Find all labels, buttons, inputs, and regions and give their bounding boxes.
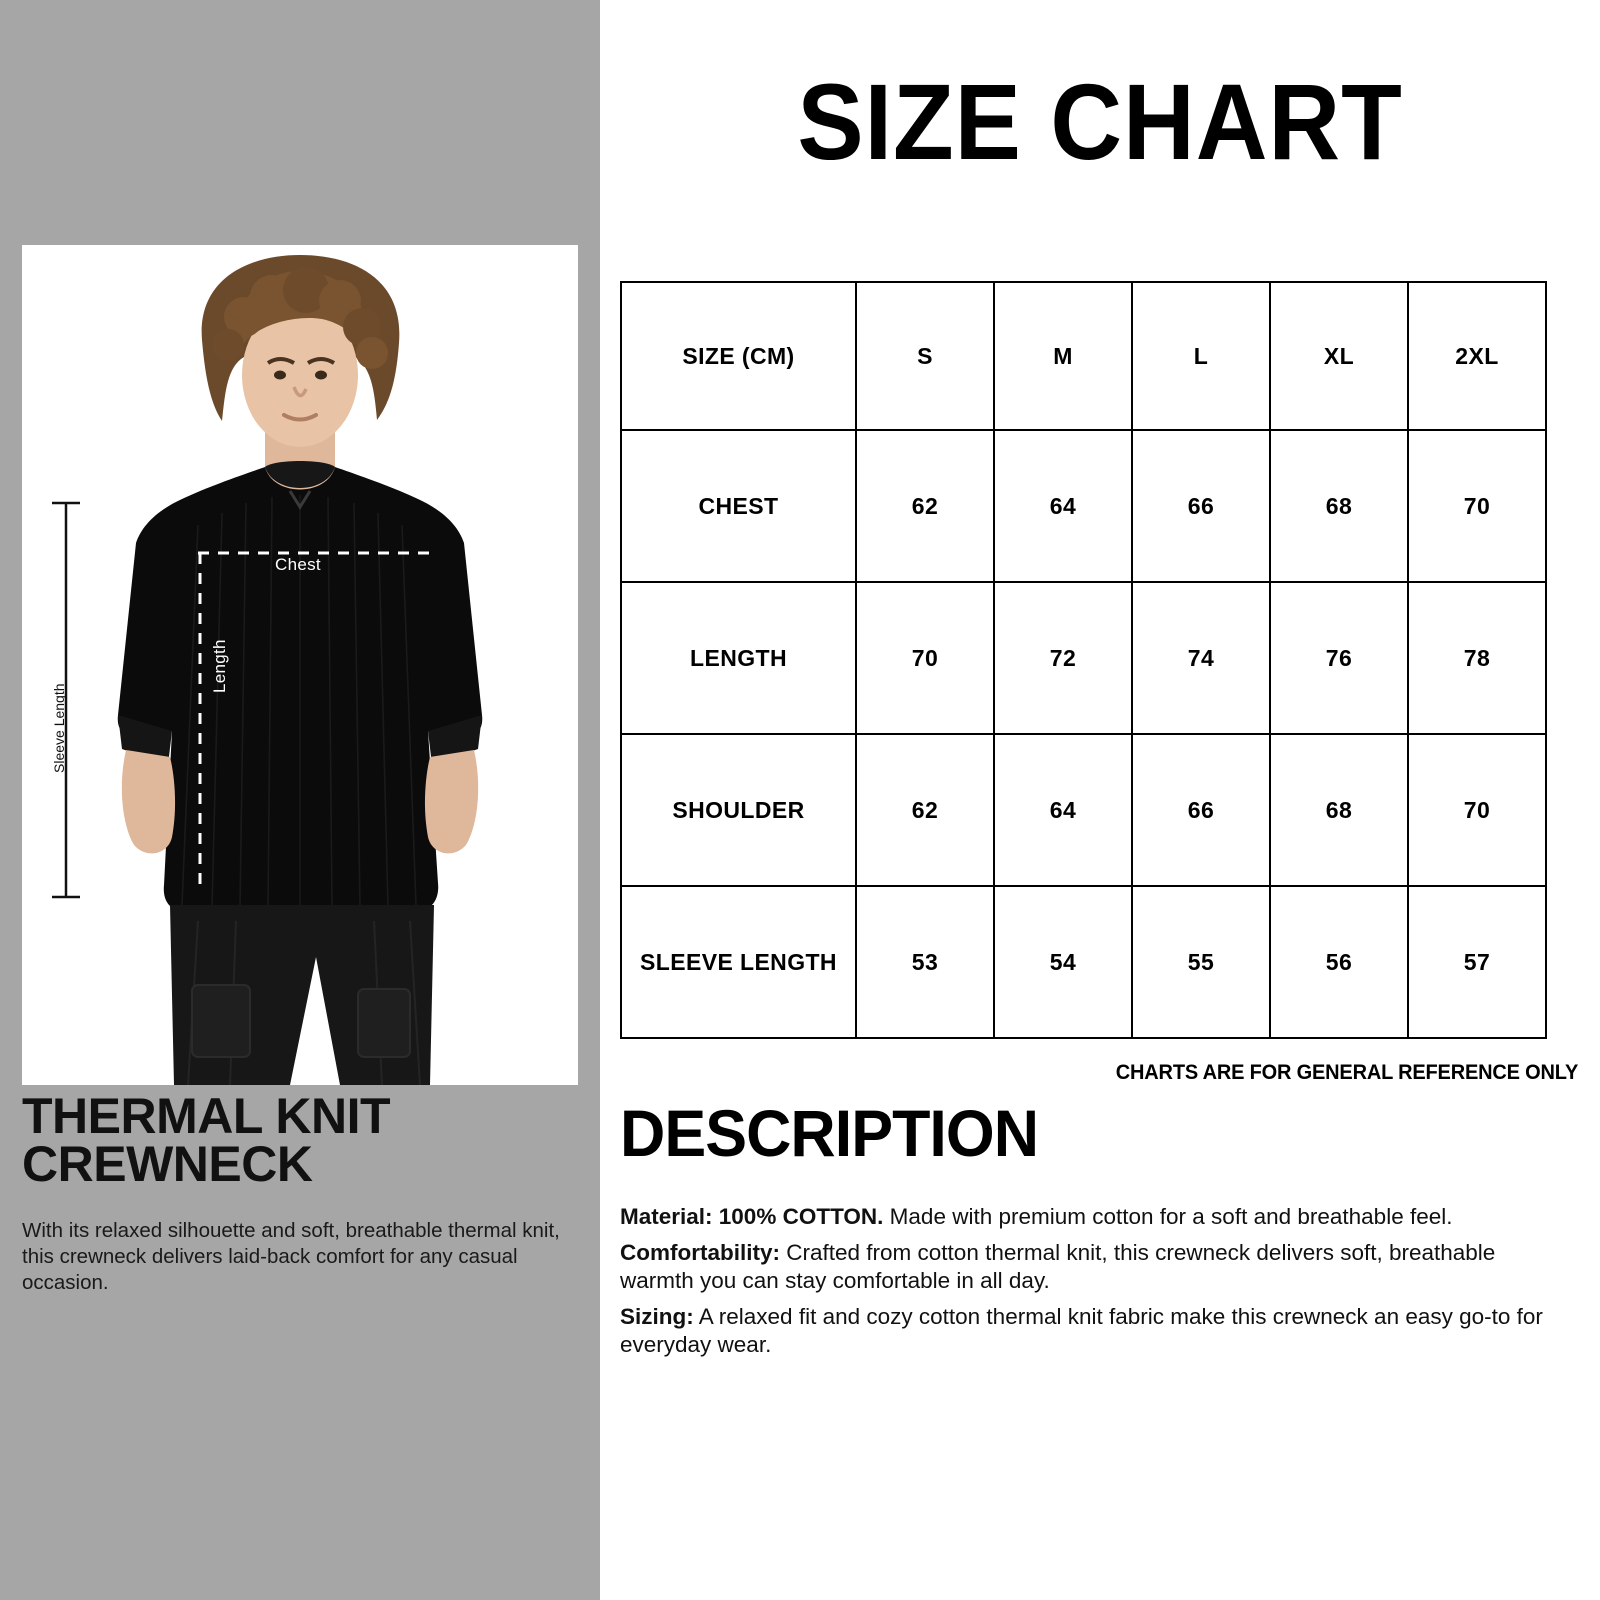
column-header-size: SIZE (CM) xyxy=(621,282,856,430)
cell-shoulder-xl: 68 xyxy=(1270,734,1408,886)
row-label-length: LENGTH xyxy=(621,582,856,734)
cell-chest-2xl: 70 xyxy=(1408,430,1546,582)
right-panel xyxy=(600,0,1600,1600)
table-row xyxy=(621,734,1546,886)
description-item-text: A relaxed fit and cozy cotton thermal knit fabric make this crewneck an easy go-to for everyday wear. xyxy=(620,1304,1543,1357)
product-photo xyxy=(22,245,578,1085)
cell-sleeve-2xl: 57 xyxy=(1408,886,1546,1038)
cell-sleeve-s: 53 xyxy=(856,886,994,1038)
size-chart-table xyxy=(620,281,1547,1039)
cell-chest-s: 62 xyxy=(856,430,994,582)
page-title: SIZE CHART xyxy=(797,61,1403,182)
table-header-row xyxy=(621,282,1546,430)
description-item-text: Crafted from cotton thermal knit, this crewneck delivers soft, breathable warmth you can stay comfortable in all day. xyxy=(620,1240,1496,1293)
description-body xyxy=(620,1203,1570,1367)
row-label-sleeve-length: SLEEVE LENGTH xyxy=(621,886,856,1038)
cell-sleeve-l: 55 xyxy=(1132,886,1270,1038)
description-item-text: Made with premium cotton for a soft and breathable feel. xyxy=(883,1204,1453,1229)
chest-measure-label: Chest xyxy=(275,555,321,574)
description-item xyxy=(620,1203,1570,1230)
column-header-m: M xyxy=(994,282,1132,430)
row-label-shoulder: SHOULDER xyxy=(621,734,856,886)
model-illustration xyxy=(22,245,578,1085)
description-item xyxy=(620,1303,1570,1358)
cell-length-xl: 76 xyxy=(1270,582,1408,734)
cell-length-l: 74 xyxy=(1132,582,1270,734)
table-row xyxy=(621,430,1546,582)
cell-length-s: 70 xyxy=(856,582,994,734)
column-header-s: S xyxy=(856,282,994,430)
chart-disclaimer: CHARTS ARE FOR GENERAL REFERENCE ONLY xyxy=(1115,1060,1578,1084)
description-item-label: Comfortability: xyxy=(620,1240,780,1266)
length-measure-label: Length xyxy=(210,639,229,693)
cell-shoulder-m: 64 xyxy=(994,734,1132,886)
cell-chest-m: 64 xyxy=(994,430,1132,582)
cell-shoulder-l: 66 xyxy=(1132,734,1270,886)
table-row xyxy=(621,582,1546,734)
table-row xyxy=(621,886,1546,1038)
cell-length-m: 72 xyxy=(994,582,1132,734)
description-item xyxy=(620,1239,1570,1294)
column-header-l: L xyxy=(1132,282,1270,430)
product-subdescription: With its relaxed silhouette and soft, breathable thermal knit, this crewneck delivers laid-back comfort for any casual occasion. xyxy=(22,1219,560,1295)
column-header-2xl: 2XL xyxy=(1408,282,1546,430)
cell-sleeve-m: 54 xyxy=(994,886,1132,1038)
cell-shoulder-s: 62 xyxy=(856,734,994,886)
sleeve-length-measure-label: Sleeve Length xyxy=(51,683,67,773)
cell-shoulder-2xl: 70 xyxy=(1408,734,1546,886)
product-title: THERMAL KNIT CREWNECK xyxy=(22,1088,391,1192)
cell-length-2xl: 78 xyxy=(1408,582,1546,734)
description-heading: DESCRIPTION xyxy=(620,1096,1039,1170)
left-panel xyxy=(0,0,600,1600)
description-item-label: Sizing: xyxy=(620,1304,694,1330)
description-item-label: Material: 100% COTTON. xyxy=(620,1204,884,1229)
cell-chest-l: 66 xyxy=(1132,430,1270,582)
cell-sleeve-xl: 56 xyxy=(1270,886,1408,1038)
cell-chest-xl: 68 xyxy=(1270,430,1408,582)
column-header-xl: XL xyxy=(1270,282,1408,430)
row-label-chest: CHEST xyxy=(621,430,856,582)
